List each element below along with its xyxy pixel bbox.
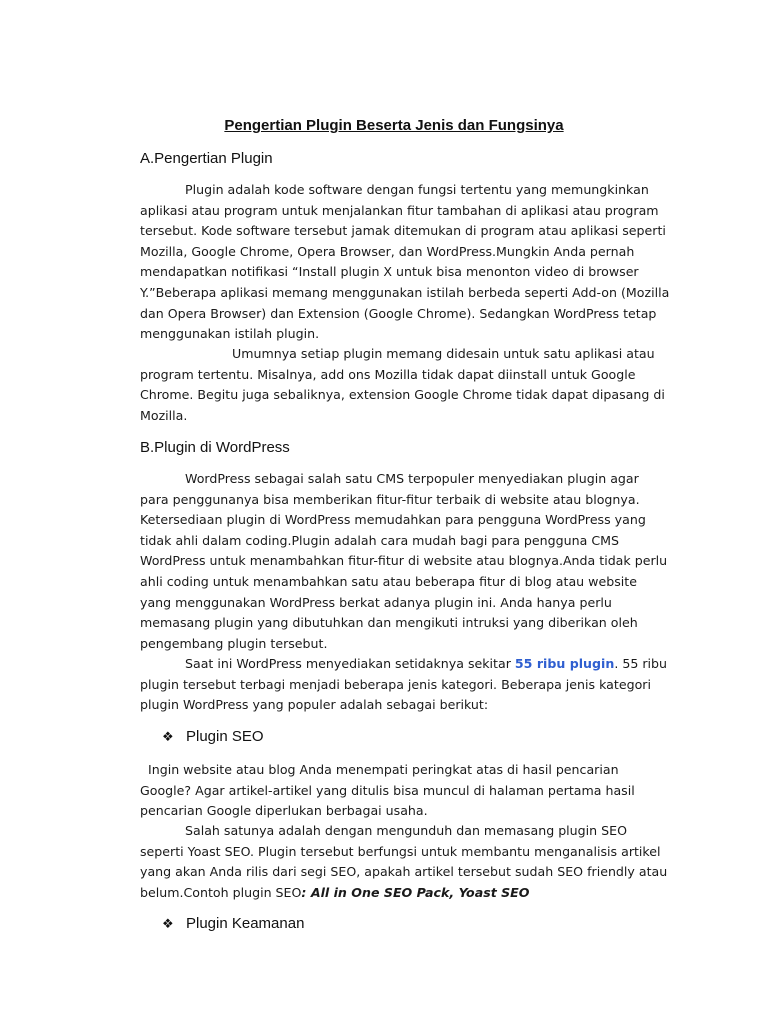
paragraph-text: Saat ini WordPress menyediakan setidaknya sekitar xyxy=(185,656,515,671)
paragraph: Umumnya setiap plugin memang didesain untuk satu aplikasi atau program tertentu. Misalnya, add ons Mozilla tidak dapat diinstall untuk Google Chrome. Begitu juga sebaliknya, extension Google Chrome tidak dapat dipasang di Mozilla. xyxy=(140,346,665,423)
bullet-label: Plugin SEO xyxy=(186,728,264,745)
section-heading-wordpress: B.Plugin di WordPress xyxy=(140,439,290,456)
bullet-label: Plugin Keamanan xyxy=(186,915,305,932)
paragraph: Plugin adalah kode software dengan fungsi tertentu yang memungkinkan aplikasi atau program untuk menjalankan fitur tambahan di aplikasi atau program tersebut. Kode software tersebut jamak ditemukan di program atau aplikasi seperti Mozilla, Google Chrome, Opera Browser, dan WordPress.Mungkin Anda pernah mendapatkan notifikasi “Install plugin X untuk bisa menonton video di browser Y.”Beberapa aplikasi memang menggunakan istilah berbeda seperti Add-on (Mozilla dan Opera Browser) dan Extension (Google Chrome). Sedangkan WordPress tetap menggunakan istilah plugin. xyxy=(140,182,670,342)
seo-plugin-examples: : All in One SEO Pack, Yoast SEO xyxy=(301,884,530,900)
link-55-ribu-plugin[interactable]: 55 ribu plugin xyxy=(514,656,615,671)
paragraph xyxy=(140,654,670,716)
bullet-item-plugin-keamanan xyxy=(162,915,304,932)
paragraph-text: Salah satunya adalah dengan mengunduh dan memasang plugin SEO seperti Yoast SEO. Plugin tersebut berfungsi untuk membantu menganalisis artikel yang akan Anda rilis dari segi SEO, apakah artikel tersebut sudah SEO friendly atau belum.Contoh plugin SEO xyxy=(140,823,668,900)
bullet-item-plugin-seo xyxy=(162,728,264,745)
bullet-diamond-icon: ❖ xyxy=(162,729,174,744)
paragraph xyxy=(140,821,670,903)
paragraph: WordPress sebagai salah satu CMS terpopuler menyediakan plugin agar para penggunanya bisa memberikan fitur-fitur terbaik di website atau blognya. Ketersediaan plugin di WordPress memudahkan para pengguna WordPress yang tidak ahli dalam coding.Plugin adalah cara mudah bagi para pengguna CMS WordPress untuk menambahkan fitur-fitur di website atau blognya.Anda tidak perlu ahli coding untuk menambahkan satu atau beberapa fitur di blog atau website yang menggunakan WordPress berkat adanya plugin ini. Anda hanya perlu memasang plugin yang dibutuhkan dan mengikuti intruksi yang diberikan oleh pengembang plugin tersebut. xyxy=(140,471,668,651)
paragraph-text: . 55 ribu plugin tersebut terbagi menjadi beberapa jenis kategori. Beberapa jenis kategori plugin WordPress yang populer adalah sebagai berikut: xyxy=(140,656,667,713)
document-title: Pengertian Plugin Beserta Jenis dan Fungsinya xyxy=(224,117,564,134)
paragraph: Ingin website atau blog Anda menempati peringkat atas di hasil pencarian Google? Agar artikel-artikel yang ditulis bisa muncul di halaman pertama hasil pencarian Google diperlukan berbagai usaha. xyxy=(140,762,635,819)
section-heading-pengertian: A.Pengertian Plugin xyxy=(140,150,273,167)
bullet-diamond-icon: ❖ xyxy=(162,916,174,931)
